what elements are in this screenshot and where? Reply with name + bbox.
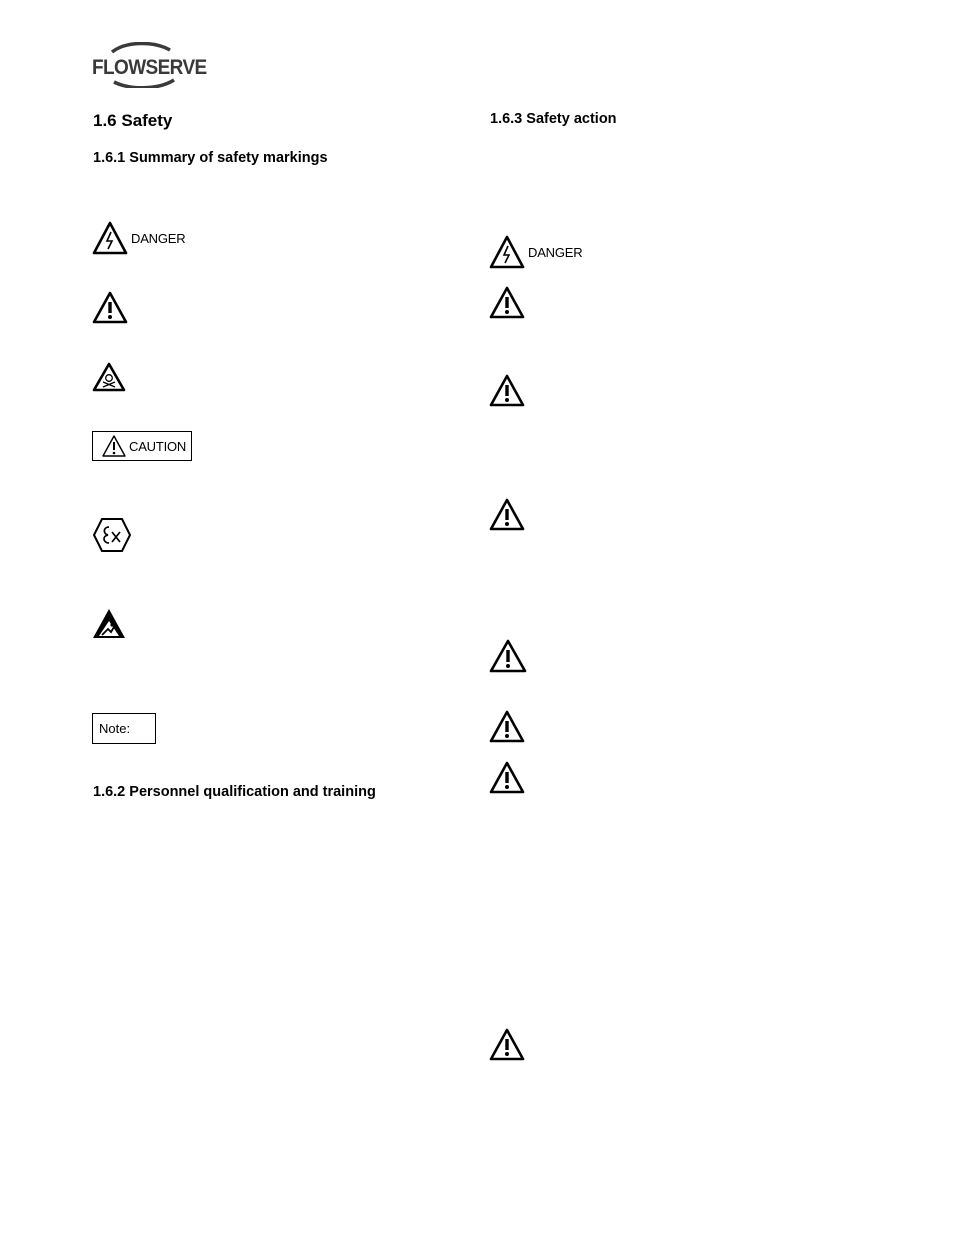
warning-triangle-icon [489,1028,525,1061]
danger-label: DANGER [131,231,186,246]
danger-marking-right [489,235,589,269]
warning-triangle-icon [92,291,128,324]
logo-text: FLOWSERVE [92,56,207,80]
caution-marking [92,431,192,461]
danger-marking [92,221,192,255]
action-heading: 1.6.3 Safety action [490,111,617,127]
warning-triangle-icon [489,498,525,531]
warning-triangle-icon [489,710,525,743]
note-label: Note: [99,721,131,736]
flowserve-logo [92,42,206,88]
danger-label-right: DANGER [528,245,583,260]
warning-triangle-icon [489,286,525,319]
electric-danger-icon [92,221,128,255]
warning-triangle-icon [489,639,527,673]
warning-triangle-icon [489,761,525,794]
electric-danger-icon [489,235,525,269]
caution-label: CAUTION [129,439,187,454]
warning-triangle-icon [101,434,127,458]
toxic-hazard-icon [92,362,126,392]
esd-hazard-icon [92,608,126,639]
ex-atex-icon [92,517,132,553]
section-title: 1.6 Safety [93,111,173,130]
summary-heading: 1.6.1 Summary of safety markings [93,150,328,166]
personnel-heading: 1.6.2 Personnel qualification and training [93,784,376,800]
note-marking [92,713,156,744]
warning-triangle-icon [489,374,525,407]
